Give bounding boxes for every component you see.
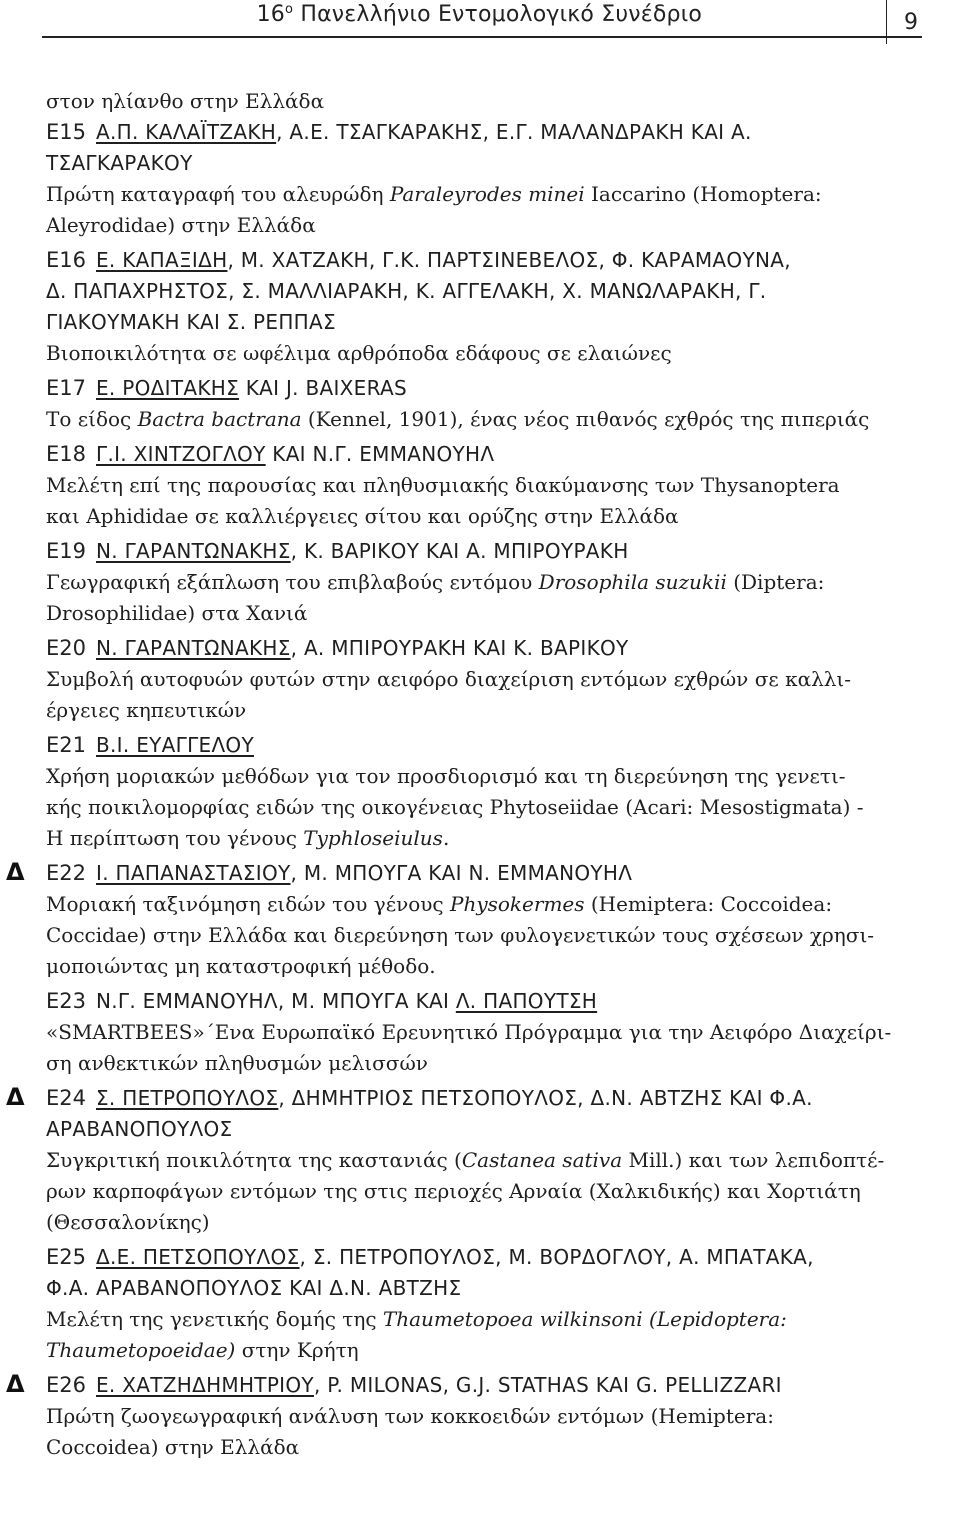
- entry-title: Το είδος Bactra bactrana (Kennel, 1901), ένας νέος πιθανός εχθρός της πιπεριάς: [46, 407, 870, 431]
- entry-e25: [46, 1242, 926, 1366]
- species-name: Castanea sativa: [461, 1148, 623, 1172]
- co-authors-cont: Φ.Α. ΑΡΑΒΑΝΟΠΟΥΛΟΣ ΚΑΙ Δ.Ν. ΑΒΤΖΗΣ: [46, 1276, 462, 1300]
- entry-title-cont: Drosophilidae) στα Χανιά: [46, 601, 308, 625]
- conference-title: [257, 2, 702, 27]
- entry-title-cont: μοποιώντας μη καταστροφική μέθοδο.: [46, 954, 436, 978]
- entry-title: Πρώτη καταγραφή του αλευρώδη Paraleyrodes minei Iaccarino (Homoptera:: [46, 182, 822, 206]
- entry-title-cont: Η περίπτωση του γένους Typhloseiulus.: [46, 826, 450, 850]
- presenting-author: Α.Π. ΚΑΛΑΪΤΖΑΚΗ: [96, 120, 277, 144]
- entry-code: Ε26: [46, 1373, 86, 1397]
- entry-title-cont: Thaumetopoeidae) στην Κρήτη: [46, 1338, 359, 1362]
- co-authors-cont: ΓΙΑΚΟΥΜΑΚΗ ΚΑΙ Σ. ΡΕΠΠΑΣ: [46, 310, 336, 334]
- entry-title-cont: (Θεσσαλονίκης): [46, 1210, 210, 1234]
- presenting-author: Ν. ΓΑΡΑΝΤΩΝΑΚΗΣ: [96, 636, 291, 660]
- entry-code: Ε15: [46, 120, 86, 144]
- page-header: [42, 0, 922, 38]
- species-name: Typhloseiulus: [303, 826, 443, 850]
- entry-e19: [46, 536, 926, 629]
- co-authors: , Σ. ΠΕΤΡΟΠΟΥΛΟΣ, Μ. ΒΟΡΔΟΓΛΟΥ, Α. ΜΠΑΤΑΚΑ,: [299, 1245, 814, 1269]
- family-name: Thaumetopoeidae): [46, 1338, 236, 1362]
- co-authors: , ΔΗΜΗΤΡΙΟΣ ΠΕΤΣΟΠΟΥΛΟΣ, Δ.Ν. ΑΒΤΖΗΣ ΚΑΙ Φ.Α.: [278, 1086, 813, 1110]
- entry-code: Ε20: [46, 636, 86, 660]
- entry-title: Χρήση μοριακών μεθόδων για τον προσδιορισμό και τη διερεύνηση της γενετι-: [46, 764, 846, 788]
- entry-code: Ε25: [46, 1245, 86, 1269]
- entry-code: Ε18: [46, 442, 86, 466]
- co-authors: ΚΑΙ J. BAIXERAS: [239, 376, 407, 400]
- entry-title-cont: ρων καρποφάγων εντόμων της στις περιοχές Αρναία (Χαλκιδικής) και Χορτιάτη: [46, 1179, 861, 1203]
- presenting-author: Σ. ΠΕΤΡΟΠΟΥΛΟΣ: [96, 1086, 279, 1110]
- entry-e23: [46, 986, 926, 1079]
- co-authors: Ν.Γ. ΕΜΜΑΝΟΥΗΛ, Μ. ΜΠΟΥΓΑ ΚΑΙ: [96, 989, 456, 1013]
- entry-e24: [6, 1083, 926, 1238]
- presenting-author: Ε. ΧΑΤΖΗΔΗΜΗΤΡΙΟΥ: [96, 1373, 314, 1397]
- species-name: Thaumetopoea wilkinsoni (Lepidoptera:: [382, 1307, 787, 1331]
- co-authors-cont: ΑΡΑΒΑΝΟΠΟΥΛΟΣ: [46, 1117, 233, 1141]
- entry-title: Μελέτη της γενετικής δομής της Thaumetopoea wilkinsoni (Lepidoptera:: [46, 1307, 787, 1331]
- entry-code: Ε24: [46, 1086, 86, 1110]
- presenting-author: Ε. ΚΑΠΑΞΙΔΗ: [96, 248, 228, 272]
- co-authors: , Α. ΜΠΙΡΟΥΡΑΚΗ ΚΑΙ Κ. ΒΑΡΙΚΟΥ: [290, 636, 629, 660]
- presenting-author: Δ.Ε. ΠΕΤΣΟΠΟΥΛΟΣ: [96, 1245, 300, 1269]
- entry-code: Ε16: [46, 248, 86, 272]
- entry-code: Ε17: [46, 376, 86, 400]
- co-authors-cont: Δ. ΠΑΠΑΧΡΗΣΤΟΣ, Σ. ΜΑΛΛΙΑΡΑΚΗ, Κ. ΑΓΓΕΛΑΚΗ, Χ. ΜΑΝΩΛΑΡΑΚΗ, Γ.: [46, 279, 767, 303]
- entry-e26: [6, 1370, 926, 1463]
- entry-title: «SMARTBEES»΄Ενα Ευρωπαϊκό Ερευνητικό Πρόγραμμα για την Αειφόρο Διαχείρι-: [46, 1020, 892, 1044]
- entry-code: Ε23: [46, 989, 86, 1013]
- entry-title-cont: και Aphididae σε καλλιέργειες σίτου και ορύζης στην Ελλάδα: [46, 504, 679, 528]
- co-authors: ΚΑΙ Ν.Γ. ΕΜΜΑΝΟΥΗΛ: [265, 442, 495, 466]
- entry-title: Συγκριτική ποικιλότητα της καστανιάς (Castanea sativa Mill.) και των λεπιδοπτέ-: [46, 1148, 885, 1172]
- entry-title: Γεωγραφική εξάπλωση του επιβλαβούς εντόμου Drosophila suzukii (Diptera:: [46, 570, 825, 594]
- co-authors: , Α.Ε. ΤΣΑΓΚΑΡΑΚΗΣ, Ε.Γ. ΜΑΛΑΝΔΡΑΚΗ ΚΑΙ Α.: [276, 120, 752, 144]
- co-authors: , Μ. ΧΑΤΖΑΚΗ, Γ.Κ. ΠΑΡΤΣΙΝΕΒΕΛΟΣ, Φ. ΚΑΡΑΜΑΟΥΝΑ,: [227, 248, 791, 272]
- entry-title: Συμβολή αυτοφυών φυτών στην αειφόρο διαχείριση εντόμων εχθρών σε καλλι-: [46, 667, 852, 691]
- species-name: Bactra bactrana: [137, 407, 302, 431]
- presenting-author: Ε. ΡΟΔΙΤΑΚΗΣ: [96, 376, 240, 400]
- presenting-author: Γ.Ι. ΧΙΝΤΖΟΓΛΟΥ: [96, 442, 266, 466]
- entry-e20: [46, 633, 926, 726]
- presenting-author: Λ. ΠΑΠΟΥΤΣΗ: [455, 989, 598, 1013]
- entry-title-cont: έργειες κηπευτικών: [46, 698, 247, 722]
- entry-title: Μοριακή ταξινόμηση ειδών του γένους Physokermes (Hemiptera: Coccoidea:: [46, 892, 833, 916]
- presenting-author: Β.Ι. ΕΥΑΓΓΕΛΟΥ: [96, 733, 254, 757]
- entry-title-cont: Coccidae) στην Ελλάδα και διερεύνηση των φυλογενετικών τους σχέσεων χρησι-: [46, 923, 875, 947]
- co-authors: , P. MILONAS, G.J. STATHAS ΚΑΙ G. PELLIZZARI: [313, 1373, 782, 1397]
- entry-e18: [46, 439, 926, 532]
- entry-e17: [46, 373, 926, 435]
- title-number: 16: [256, 2, 285, 27]
- entry-title-cont: Coccoidea) στην Ελλάδα: [46, 1435, 300, 1459]
- delta-marker: Δ: [6, 1083, 25, 1111]
- species-name: Drosophila suzukii: [538, 570, 727, 594]
- entry-e16: [46, 245, 926, 369]
- delta-marker: Δ: [6, 1370, 25, 1398]
- entry-code: Ε21: [46, 733, 86, 757]
- title-ordinal: ο: [285, 2, 294, 17]
- entry-code: Ε19: [46, 539, 86, 563]
- entry-title-cont: ση ανθεκτικών πληθυσμών μελισσών: [46, 1051, 428, 1075]
- species-name: Physokermes: [449, 892, 585, 916]
- co-authors: , Μ. ΜΠΟΥΓΑ ΚΑΙ Ν. ΕΜΜΑΝΟΥΗΛ: [290, 861, 633, 885]
- entry-e21: [46, 730, 926, 854]
- entry-title-cont: κής ποικιλομορφίας ειδών της οικογένειας Phytoseiidae (Acari: Mesostigmata) -: [46, 795, 864, 819]
- species-name: Paraleyrodes minei: [389, 182, 585, 206]
- delta-marker: Δ: [6, 858, 25, 886]
- abstract-list: [6, 86, 926, 1463]
- continuation-line: στον ηλίανθο στην Ελλάδα: [46, 89, 325, 113]
- presenting-author: Ι. ΠΑΠΑΝΑΣΤΑΣΙΟΥ: [96, 861, 291, 885]
- co-authors: , Κ. ΒΑΡΙΚΟΥ ΚΑΙ Α. ΜΠΙΡΟΥΡΑΚΗ: [290, 539, 629, 563]
- page-number: 9: [886, 0, 922, 44]
- entry-title: Μελέτη επί της παρουσίας και πληθυσμιακής διακύμανσης των Thysanoptera: [46, 473, 840, 497]
- co-authors-cont: ΤΣΑΓΚΑΡΑΚΟΥ: [46, 151, 193, 175]
- entry-title: Βιοποικιλότητα σε ωφέλιμα αρθρόποδα εδάφους σε ελαιώνες: [46, 341, 672, 365]
- entry-e22: [6, 858, 926, 982]
- title-text: Πανελλήνιο Εντομολογικό Συνέδριο: [293, 2, 702, 27]
- entry-e15: [46, 117, 926, 241]
- entry-title: Πρώτη ζωογεωγραφική ανάλυση των κοκκοειδών εντόμων (Hemiptera:: [46, 1404, 774, 1428]
- entry-title-cont: Aleyrodidae) στην Ελλάδα: [46, 213, 316, 237]
- entry-code: Ε22: [46, 861, 86, 885]
- presenting-author: Ν. ΓΑΡΑΝΤΩΝΑΚΗΣ: [96, 539, 291, 563]
